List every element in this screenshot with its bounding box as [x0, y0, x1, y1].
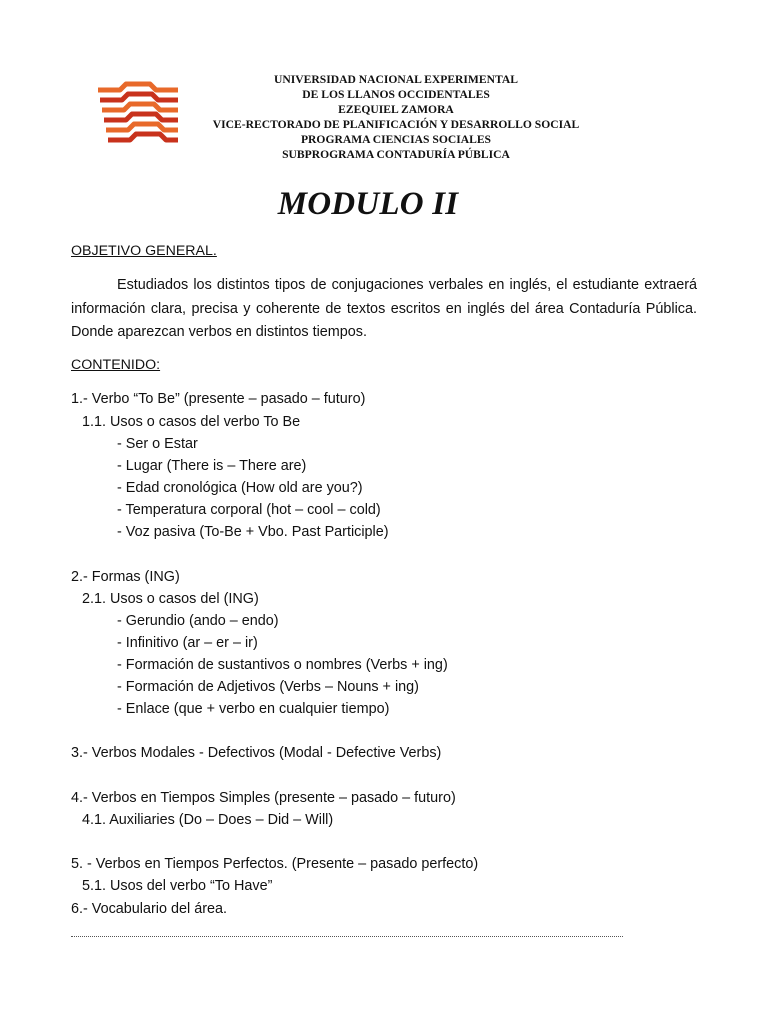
logo-bar [100, 94, 178, 100]
content-item: 6.- Vocabulario del área. [71, 901, 227, 917]
header-line: PROGRAMA CIENCIAS SOCIALES [300, 133, 492, 146]
logo-bar [104, 114, 178, 120]
content-bullet: - Temperatura corporal (hot – cool – cold) [117, 502, 381, 518]
content-item: 2.- Formas (ING) [71, 569, 180, 585]
objective-heading: OBJETIVO GENERAL. [71, 243, 217, 259]
header-line: EZEQUIEL ZAMORA [338, 103, 454, 116]
institution-header [190, 72, 602, 162]
content-bullet: - Voz pasiva (To-Be + Vbo. Past Participle) [117, 524, 389, 540]
logo-bar [98, 84, 178, 90]
content-bullet: - Ser o Estar [117, 436, 198, 452]
content-bullet: - Edad cronológica (How old are you?) [117, 480, 363, 496]
logo-bar [108, 134, 178, 140]
header-line: UNIVERSIDAD NACIONAL EXPERIMENTAL [274, 73, 518, 86]
content-item: 4.- Verbos en Tiempos Simples (presente – pasado – futuro) [71, 790, 456, 806]
content-item: 1.- Verbo “To Be” (presente – pasado – futuro) [71, 391, 366, 407]
module-title: MODULO II [277, 186, 459, 222]
content-bullet: - Formación de sustantivos o nombres (Verbs + ing) [117, 657, 448, 673]
header-line: VICE-RECTORADO DE PLANIFICACIÓN Y DESARROLLO SOCIAL [212, 118, 580, 131]
content-bullet: - Enlace (que + verbo en cualquier tiempo) [117, 701, 390, 717]
content-item: 5. - Verbos en Tiempos Perfectos. (Presente – pasado perfecto) [71, 856, 479, 872]
content-item: 3.- Verbos Modales - Defectivos (Modal - Defective Verbs) [71, 745, 442, 761]
content-bullet: - Formación de Adjetivos (Verbs – Nouns + ing) [117, 679, 419, 695]
objective-paragraph: Estudiados los distintos tipos de conjugaciones verbales en inglés, el estudiante extraerá información clara, precisa y coherente de textos escritos en inglés del área Contaduría Pública. Donde aparezcan verbos en distintos tiempos. [71, 277, 697, 340]
logo-bar [106, 124, 178, 130]
content-heading: CONTENIDO: [71, 357, 161, 373]
dotted-separator [71, 936, 623, 937]
content-bullet: - Gerundio (ando – endo) [117, 613, 279, 629]
content-subitem: 2.1. Usos o casos del (ING) [82, 591, 259, 607]
content-bullet: - Lugar (There is – There are) [117, 458, 307, 474]
content-subitem: 5.1. Usos del verbo “To Have” [82, 878, 273, 894]
header-line: DE LOS LLANOS OCCIDENTALES [302, 88, 490, 101]
content-subitem: 4.1. Auxiliaries (Do – Does – Did – Will) [82, 812, 334, 828]
header-line: SUBPROGRAMA CONTADURÍA PÚBLICA [282, 148, 510, 161]
content-bullet: - Infinitivo (ar – er – ir) [117, 635, 258, 651]
logo-bar [102, 104, 178, 110]
university-logo [92, 72, 184, 158]
content-subitem: 1.1. Usos o casos del verbo To Be [82, 414, 301, 430]
